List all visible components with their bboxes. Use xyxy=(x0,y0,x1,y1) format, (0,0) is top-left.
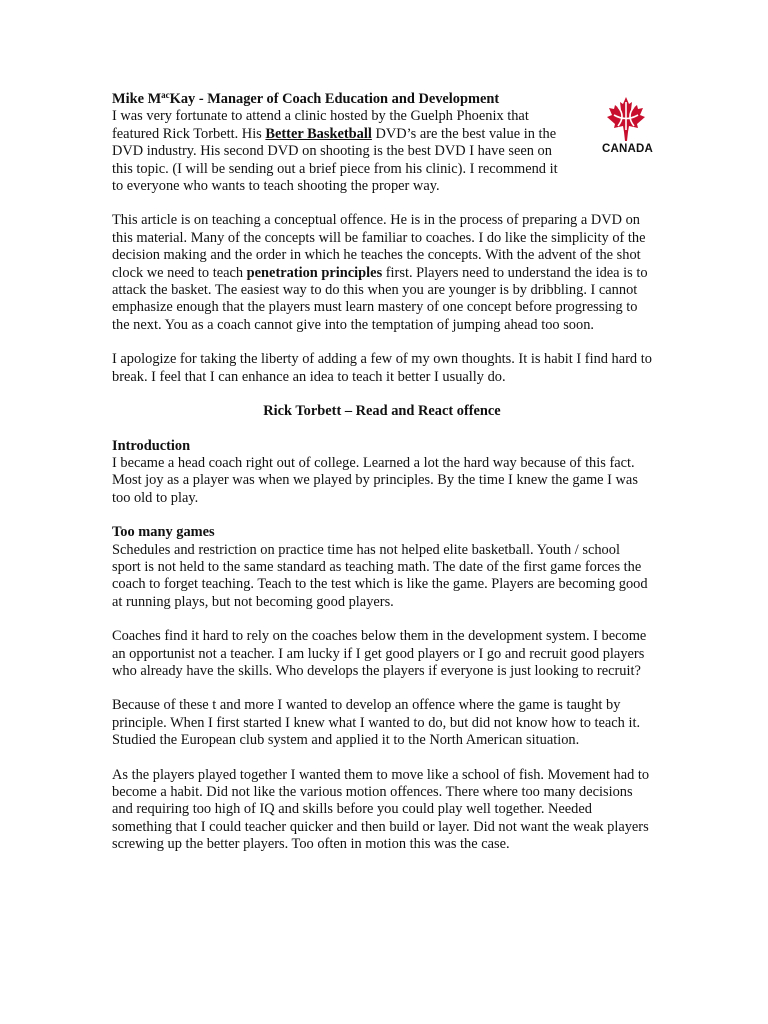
body-paragraph-offence: Because of these t and more I wanted to develop an offence where the game is taught by principle. When I first started I knew what I wanted to do, but did not know how to teach it. Studied the European club system and applied it to the North American situation. xyxy=(112,697,641,749)
logo-text: CANADA xyxy=(602,143,654,155)
section-too-many-games xyxy=(112,524,652,611)
intro-p2-text-a: This article is on teaching a conceptual offence. He is in the process of preparing a DVD on this material. Many of the concepts will be familiar to coaches. I do like the simplicity of the decision making and the order in which he teaches the concepts. With the advent of the shot clock we need to teach xyxy=(112,212,646,281)
author-heading xyxy=(112,91,572,108)
article-title: Rick Torbett – Read and React offence xyxy=(263,403,501,420)
better-basketball-link-text: Better Basketball xyxy=(265,125,372,142)
section-text-too-many-games: Schedules and restriction on practice time has not helped elite basketball. Youth / school sport is not held to the same standard as teaching math. The date of the first game forces the coach to forget teaching. Teach to the test which is like the game. Players are becoming good at running plays, but not becoming good players. xyxy=(112,541,648,610)
intro-p1-text-a: I was very fortunate to attend a clinic hosted by the Guelph Phoenix that featured Rick Torbett. His xyxy=(112,108,529,142)
author-name-pre: Mike M xyxy=(112,91,162,107)
section-text-introduction: I became a head coach right out of college. Learned a lot the hard way because of this fact. Most joy as a player was when we played by principles. By the time I knew the game I was too old to play. xyxy=(112,454,638,506)
body-paragraph-school-of-fish: As the players played together I wanted them to move like a school of fish. Movement had to become a habit. Did not like the various motion offences. There where too many decisions and requiring too high of IQ and skills before you could play well together. Needed something that I could teacher quicker and then build or layer. Did not want the weak players screwing up the better players. Too often in motion this was the case. xyxy=(112,766,650,853)
section-heading-introduction: Introduction xyxy=(112,437,191,454)
intro-block xyxy=(112,91,572,195)
author-name-post: Kay - Manager of Coach Education and Development xyxy=(169,91,500,107)
author-name-sup: ac xyxy=(161,90,170,100)
penetration-principles-text: penetration principles xyxy=(246,264,383,281)
intro-p1-text-b: DVD’s are the best value in the DVD industry. His second DVD on shooting is the best DVD I have seen on this topic. (I will be sending out a brief piece from his clinic). I recommend it to everyone who wants to teach shooting the proper way. xyxy=(112,125,558,195)
intro-p2-text-b: first. Players need to understand the idea is to attack the basket. The easiest way to do this when you are younger is by dribbling. I cannot emphasize enough that the players must learn mastery of one concept before progressing to the next. You as a coach cannot give into the temptation of jumping ahead too soon. xyxy=(112,264,648,333)
body-paragraph-coaches: Coaches find it hard to rely on the coaches below them in the development system. I become an opportunist not a teacher. I am lucky if I get good players or I go and recruit good players who already have the skills. Who develops the players if everyone is just looking to recruit? xyxy=(112,628,647,679)
document-page xyxy=(112,91,652,871)
intro-paragraph-1 xyxy=(112,108,572,195)
section-introduction xyxy=(112,438,652,508)
intro-paragraph-3: I apologize for taking the liberty of adding a few of my own thoughts. It is habit I find hard to break. I feel that I can enhance an idea to teach it better I usually do. xyxy=(112,351,652,385)
intro-paragraph-2 xyxy=(112,212,652,334)
section-heading-too-many-games: Too many games xyxy=(112,524,215,541)
